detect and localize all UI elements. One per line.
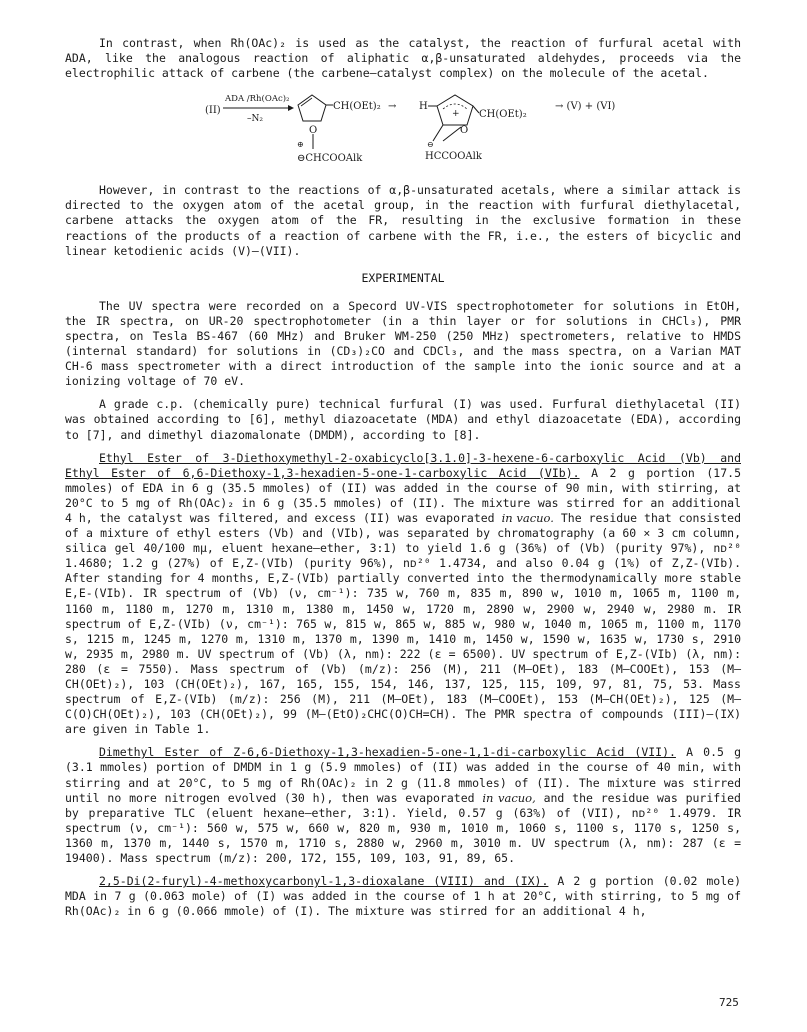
ring-oxygen-1: O (309, 125, 318, 137)
paragraph-viii-ix (65, 874, 741, 919)
ring-oxygen-2: O (460, 125, 469, 137)
heading-vb-vib: Ethyl Ester of 3-Diethoxymethyl-2-oxabicyclo[3.1.0]-3-hexene-6-carboxylic Acid (Vb) and Ethyl Ester of 6,6-Diethoxy-1,3-hexadien-5-one-1-carboxylic Acid (VIb). (65, 450, 741, 480)
h-label: H (419, 101, 428, 113)
group-ch-oet2-1: CH(OEt)₂ (333, 101, 381, 113)
paragraph-reagents: A grade c.p. (chemically pure) technical furfural (I) was used. Furfural diethylacetal (II) was obtained according to [6], methyl diazoacetate (MDA) and ethyl diazoacetate (EDA), according to [7], and dimethyl diazomalonate (DMDM), according to [8]. (65, 397, 741, 442)
paragraph-however: However, in contrast to the reactions of α,β-unsaturated acetals, where a similar attack is directed to the oxygen atom of the acetal group, in the reaction with furfural diethylacetal, carbene attacks the oxygen atom of the FR, resulting in the exclusive formation in these reactions of the products of a reaction of carbene with the FR, i.e., the esters of bicyclic and linear ketodienic acids (V)–(VII). (65, 183, 741, 258)
paper-page (65, 36, 741, 927)
section-title-experimental: EXPERIMENTAL (361, 270, 445, 285)
reaction-scheme (65, 89, 741, 171)
paragraph-spectra-methods: The UV spectra were recorded on a Specord UV-VIS spectrophotometer for solutions in EtOH, the IR spectra, on UR-20 spectrophotometer (in a thin layer or for solutions in CHCl₃), PMR spectra, on Tesla BS-467 (60 MHz) and Bruker WM-250 (250 MHz) spectrometers, relative to HMDS (internal standard) for solutions in (CD₃)₂CO and CDCl₃, and the mass spectra, on a Varian MAT CH-6 mass spectrometer with a direct introduction of the sample into the ionic source and at a ionizing voltage of 70 eV. (65, 298, 741, 389)
text-vii-a: A 0.5 g (3.1 mmoles) portion of DMDM in 1 g (5.9 mmoles) of (II) was added in the course of 40 min, with stirring and at 20°C, to 5 mg of Rh(OAc)₂ in 2 g (11.8 mmoles) of (II). The mixture was stirred until no more nitrogen evolved (30 h), then was evaporated (65, 745, 741, 805)
reaction-scheme-svg (65, 89, 741, 171)
text-vb-vib-a: A 2 g portion (17.5 mmoles) of EDA in 6 g (35.5 mmoles) of (II) was added in the course of 90 min, with stirring, at 20°C to 5 mg of Rh(OAc)₂ in 6 g (35.5 mmoles) of (II). The mixture was stirred for an additional 4 h, the catalyst was filtered, and excess (II) was evaporated (65, 465, 741, 525)
paragraph-vb-vib (65, 451, 741, 738)
paragraph-vii (65, 745, 741, 866)
text-vii-em: in vacuo, (482, 790, 536, 805)
group-ch-oet2-2: CH(OEt)₂ (479, 109, 527, 121)
ylide-bond-2b (443, 127, 461, 141)
ylide-2: HCCOOAlk (425, 151, 482, 163)
reagent-top: ADA /Rh(OAc)₂ (225, 94, 290, 105)
plus-charge: ⊕ (297, 140, 304, 150)
reactant-label: (II) (205, 105, 221, 117)
text-vb-vib-b: The residue that consisted of a mixture of ethyl esters (Vb) and (VIb), was separated by chromatography (a 60 × 3 cm column, silica gel 40/100 mμ, eluent hexane–ether, 3:1) to yield 1.6 g (36%) of (Vb) (purity 97%), nᴅ²⁰ 1.4680; 1.2 g (27%) of E,Z-(VIb) (purity 96%), nᴅ²⁰ 1.4734, and also 0.04 g (1%) of Z,Z-(VIb). After standing for 4 months, E,Z-(VIb) partially converted into the thermodynamically more stable E,E-(VIb). IR spectrum of (Vb) (ν, cm⁻¹): 735 w, 760 m, 835 m, 890 w, 1010 m, 1065 m, 1100 m, 1160 m, 1180 m, 1270 m, 1310 m, 1380 m, 1450 w, 1720 m, 2890 w, 2900 w, 2940 w, 2980 m. IR spectrum of E,Z-(VIb) (ν, cm⁻¹): 765 w, 815 w, 865 w, 885 w, 980 w, 1040 m, 1065 m, 1100 m, 1170 s, 1215 m, 1245 m, 1270 m, 1310 m, 1370 m, 1390 m, 1410 m, 1450 w, 1590 w, 1635 w, 1730 s, 2910 w, 2935 m, 2980 m. UV spectrum of (Vb) (λ, nm): 222 (ε = 6500). UV spectrum of E,Z-(VIb) (λ, nm): 280 (ε = 7550). Mass spectrum of (Vb) (m/z): 256 (M), 211 (M–OEt), 183 (M–COOEt), 153 (M–CH(OEt)₂), 103 (CH(OEt)₂), 167, 165, 155, 154, 146, 137, 125, 115, 109, 97, 81, 75, 53. Mass spectrum of E,Z-(VIb) (m/z): 256 (M), 211 (M–OEt), 183 (M–COOEt), 153 (M–CH(OEt)₂), 125 (M–C(O)CH(OEt)₂), 103 (CH(OEt)₂), 99 (M–(EtO)₂CHC(O)CH=CH). The PMR spectra of compounds (III)–(IX) are given in Table 1. (65, 510, 741, 737)
text-vb-vib-em: in vacuo. (501, 510, 554, 525)
text-vii-b: and the residue was purified by preparative TLC (eluent hexane–ether, 3:1). Yield, 0.57 g (63%) of (VII), nᴅ²⁰ 1.4979. IR spectrum (ν, cm⁻¹): 560 w, 575 w, 660 w, 820 m, 930 m, 1010 m, 1060 s, 1100 s, 1170 s, 1250 s, 1360 m, 1370 m, 1440 s, 1570 m, 1710 s, 2880 w, 2960 m, 3010 m. UV spectrum (λ, nm): 287 (ε = 19400). Mass spectrum (m/z): 200, 172, 155, 109, 103, 91, 89, 65. (65, 790, 741, 866)
reaction-arrow-1-head (288, 105, 294, 111)
heading-vii: Dimethyl Ester of Z-6,6-Diethoxy-1,3-hexadien-5-one-1,1-di-carboxylic Acid (VII). (99, 745, 676, 760)
reagent-bottom: –N₂ (247, 114, 263, 125)
ring-charge: + (452, 109, 460, 120)
ylide-1: ⊖CHCOOAlk (297, 153, 363, 165)
furan-ring-1 (298, 95, 326, 121)
products-label: → (V) + (VI) (555, 101, 616, 113)
arrow-2: → (388, 101, 397, 113)
text-viii-ix-a: A 2 g portion (0.02 mole) MDA in 7 g (0.063 mole) of (I) was added in the course of 1 h at 20°C, with stirring, to 5 mg of Rh(OAc)₂ in 6 g (0.066 mmole) of (I). The mixture was stirred for an additional 4 h, (65, 874, 742, 919)
paragraph-intro: In contrast, when Rh(OAc)₂ is used as the catalyst, the reaction of furfural acetal with ADA, like the analogous reaction of aliphatic α,β-unsaturated aldehydes, proceeds via the electrophilic attack of carbene (the carbene–catalyst complex) on the molecule of the acetal. (65, 36, 741, 81)
minus-charge: ⊖ (427, 140, 434, 150)
page-number: 725 (719, 996, 739, 1009)
ylide-bond-2a (433, 125, 443, 141)
heading-viii-ix: 2,5-Di(2-furyl)-4-methoxycarbonyl-1,3-dioxalane (VIII) and (IX). (99, 874, 549, 889)
